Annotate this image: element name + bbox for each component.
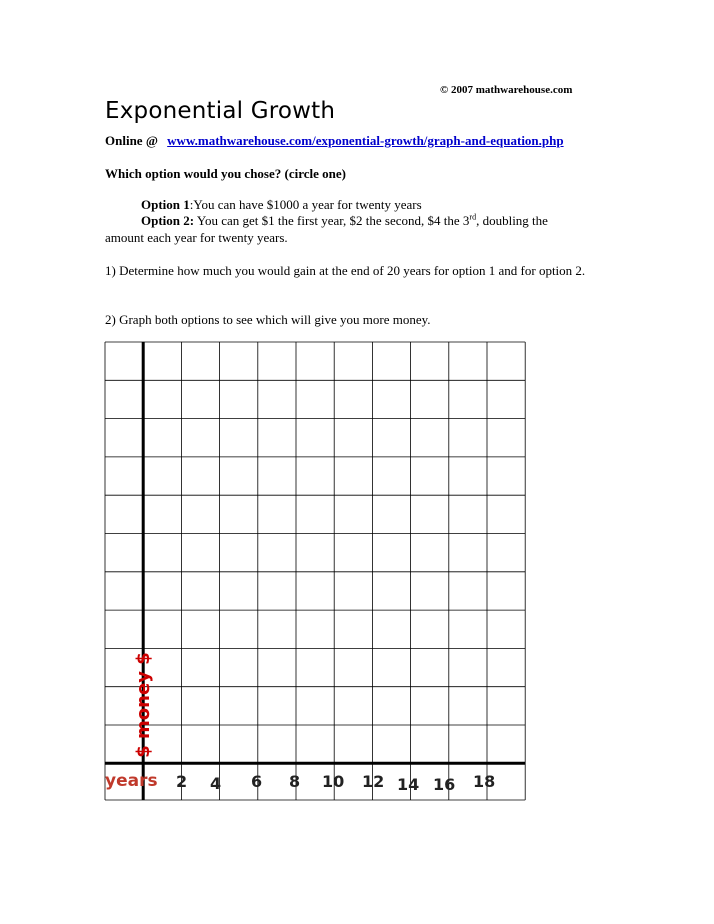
y-axis-label: $ money $ xyxy=(133,652,154,758)
copyright-notice: © 2007 mathwarehouse.com xyxy=(440,84,573,96)
question-1: 1) Determine how much you would gain at the end of 20 years for option 1 and for option 2. xyxy=(105,263,586,278)
x-tick-label: 10 xyxy=(322,772,345,791)
x-tick-label: 16 xyxy=(433,775,456,794)
x-tick-label: 6 xyxy=(251,772,263,791)
x-tick-label: 12 xyxy=(362,772,385,791)
option-2-text-a: You can get $1 the first year, $2 the second, $4 the 3 xyxy=(194,213,470,228)
option-2-superscript: rd xyxy=(469,212,477,222)
option-2-label: Option 2: xyxy=(141,213,195,228)
question-2: 2) Graph both options to see which will give you more money. xyxy=(105,312,431,327)
question-text: Which option would you chose? (circle one) xyxy=(105,166,346,181)
x-tick-label: 2 xyxy=(176,772,188,791)
x-tick-label: 8 xyxy=(289,772,301,791)
option-2-continuation: amount each year for twenty years. xyxy=(105,230,288,245)
x-tick-label: 18 xyxy=(473,772,496,791)
x-tick-label: 14 xyxy=(397,775,420,794)
x-axis-label: years xyxy=(105,771,158,791)
option-2-text-b: , doubling the xyxy=(476,213,548,228)
option-1-label: Option 1 xyxy=(141,197,190,212)
online-prefix: Online @ xyxy=(105,133,158,148)
page-title: Exponential Growth xyxy=(105,98,336,124)
x-tick-label: 4 xyxy=(210,774,222,793)
option-1-text: :You can have $1000 a year for twenty years xyxy=(189,197,422,212)
online-link[interactable]: www.mathwarehouse.com/exponential-growth/graph-and-equation.php xyxy=(167,133,564,148)
